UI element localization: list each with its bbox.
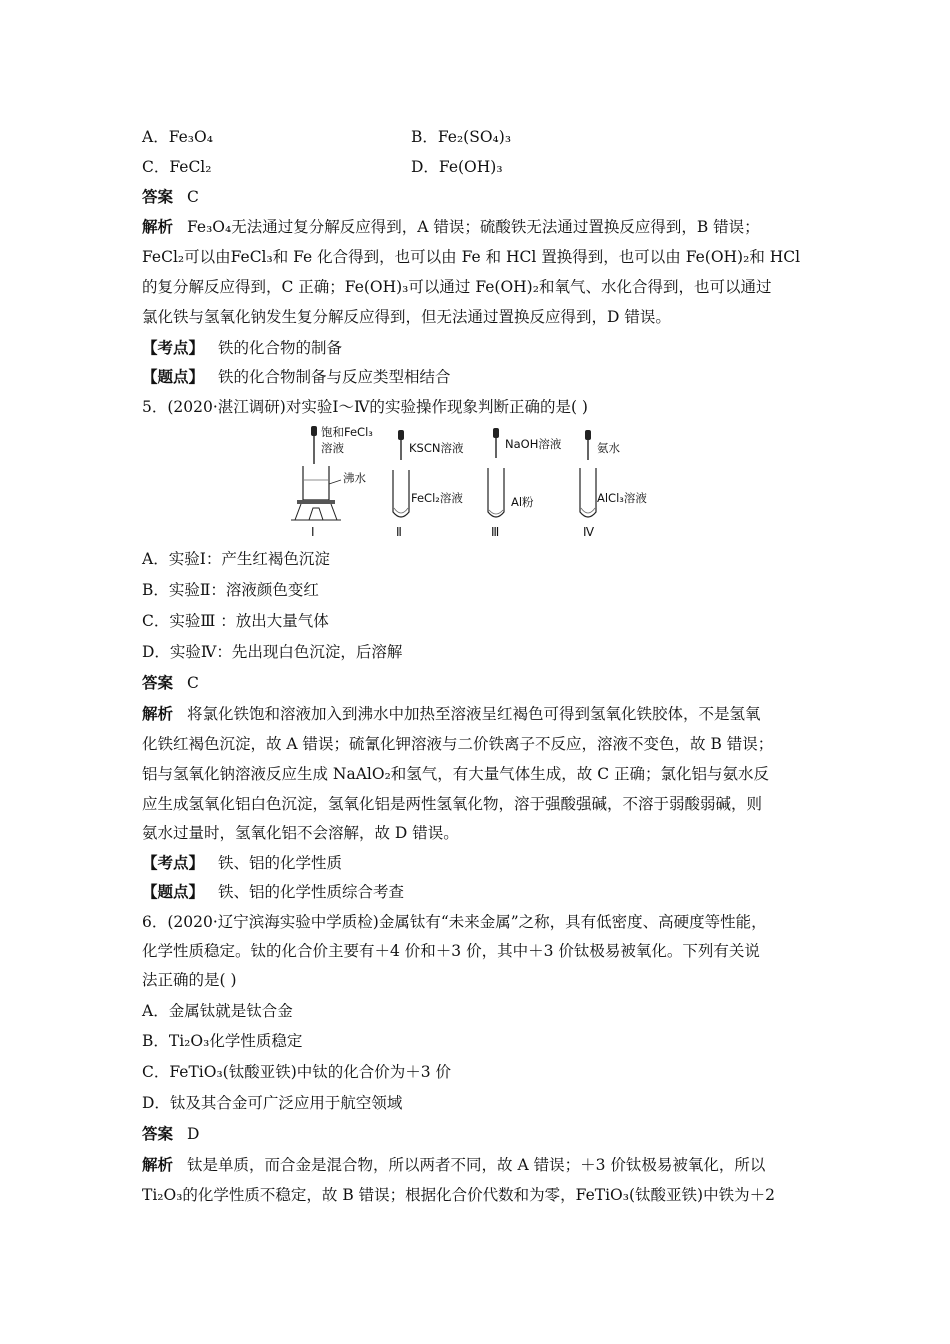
label-leader <box>329 480 341 484</box>
exp2-reagent-label: KSCN溶液 <box>409 441 464 455</box>
analysis-label: 解析 <box>142 217 174 236</box>
q5-answer <box>142 672 199 694</box>
q6-stem-line: 6．(2020·辽宁滨海实验中学质检)金属钛有“未来金属”之称，具有低密度、高硬度等性能， <box>142 913 767 931</box>
stand-leg <box>295 504 301 520</box>
q5-option-d: D．实验Ⅳ：先出现白色沉淀，后溶解 <box>142 643 403 661</box>
exp4-tube-label: AlCl₃溶液 <box>597 491 647 505</box>
exp1-apparatus <box>291 425 373 539</box>
q6-analysis-line: Ti₂O₃的化学性质不稳定，故 B 错误；根据化合价代数和为零，FeTiO₃(钛酸亚铁)中铁为＋2 <box>142 1186 775 1204</box>
q6-option-c: C．FeTiO₃(钛酸亚铁)中钛的化合价为＋3 价 <box>142 1063 452 1081</box>
q5-analysis-line: 氨水过量时，氢氧化铝不会溶解，故 D 错误。 <box>142 824 459 842</box>
kaodian-label: 【考点】 <box>142 853 205 872</box>
q6-stem-line: 法正确的是( ) <box>142 971 237 989</box>
liquid <box>581 508 595 513</box>
exp3-numeral: Ⅲ <box>491 525 500 539</box>
q6-option-a: A．金属钛就是钛合金 <box>142 1002 293 1020</box>
exp4-numeral: Ⅳ <box>583 525 595 539</box>
tidian-label: 【题点】 <box>142 882 205 901</box>
answer-value: D <box>187 1125 200 1143</box>
q5-option-a: A．实验Ⅰ：产生红褐色沉淀 <box>142 550 330 568</box>
q5-option-c: C．实验Ⅲ ：放出大量气体 <box>142 612 329 630</box>
q4-option-d: D．Fe(OH)₃ <box>411 158 503 176</box>
dropper-bulb <box>311 426 317 436</box>
q4-tidian <box>142 366 451 388</box>
liquid <box>394 508 408 513</box>
q6-option-d: D．钛及其合金可广泛应用于航空领域 <box>142 1094 403 1112</box>
q4-analysis-line: 的复分解反应得到，C 正确；Fe(OH)₃可以通过 Fe(OH)₂和氧气、水化合得到，也可以通过 <box>142 278 772 296</box>
dropper-bulb <box>585 430 591 440</box>
test-tube <box>488 468 504 517</box>
alcohol-burner <box>309 508 323 520</box>
q5-tidian <box>142 881 404 903</box>
exp2-tube-label: FeCl₂溶液 <box>411 491 463 505</box>
q5-kaodian <box>142 852 342 874</box>
tidian-label: 【题点】 <box>142 367 205 386</box>
exp1-reagent-label-1: 饱和FeCl₃ <box>321 425 373 439</box>
answer-value: C <box>187 188 199 206</box>
dropper-bulb <box>398 430 404 440</box>
powder <box>489 510 503 514</box>
q5-analysis-line <box>142 703 761 725</box>
analysis-text: 钛是单质，而合金是混合物，所以两者不同，故 A 错误；＋3 价钛极易被氧化，所以 <box>187 1156 766 1174</box>
exp2-apparatus <box>393 430 464 539</box>
q5-analysis-line: 铝与氢氧化钠溶液反应生成 NaAlO₂和氢气，有大量气体生成，故 C 正确；氯化铝与氨水反 <box>142 765 770 783</box>
exp4-apparatus <box>580 430 647 539</box>
q4-option-b: B．Fe₂(SO₄)₃ <box>411 128 512 146</box>
q4-analysis-line: FeCl₂可以由FeCl₃和 Fe 化合得到，也可以由 Fe 和 HCl 置换得到，也可以由 Fe(OH)₂和 HCl <box>142 248 801 266</box>
kaodian-text: 铁的化合物的制备 <box>218 339 343 357</box>
q6-option-b: B．Ti₂O₃化学性质稳定 <box>142 1032 303 1050</box>
stand-leg <box>331 504 337 520</box>
answer-label: 答案 <box>142 673 174 692</box>
q6-answer <box>142 1123 199 1145</box>
analysis-label: 解析 <box>142 1155 174 1174</box>
q5-experiment-figure <box>285 422 665 540</box>
q5-analysis-line: 化铁红褐色沉淀，故 A 错误；硫氰化钾溶液与二价铁离子不反应，溶液不变色，故 B 错误； <box>142 735 774 753</box>
q4-analysis-line: 氯化铁与氢氧化钠发生复分解反应得到，但无法通过置换反应得到，D 错误。 <box>142 308 671 326</box>
kaodian-text: 铁、铝的化学性质 <box>218 854 343 872</box>
exp1-reagent-label-2: 溶液 <box>321 441 344 455</box>
q4-kaodian <box>142 337 342 359</box>
q4-answer <box>142 186 199 208</box>
dropper-bulb <box>493 428 499 438</box>
answer-label: 答案 <box>142 187 174 206</box>
q5-analysis-line: 应生成氢氧化铝白色沉淀，氢氧化铝是两性氢氧化物，溶于强酸强碱，不溶于弱酸弱碱，则 <box>142 795 763 813</box>
exp3-tube-label: Al粉 <box>511 495 534 509</box>
analysis-label: 解析 <box>142 704 174 723</box>
exp3-reagent-label: NaOH溶液 <box>505 437 562 451</box>
analysis-text: Fe₃O₄无法通过复分解反应得到，A 错误；硫酸铁无法通过置换反应得到，B 错误； <box>187 218 760 236</box>
exp2-numeral: Ⅱ <box>396 525 402 539</box>
q4-option-c: C．FeCl₂ <box>142 158 212 176</box>
q6-analysis-line <box>142 1154 765 1176</box>
q6-stem-line: 化学性质稳定。钛的化合价主要有＋4 价和＋3 价，其中＋3 价钛极易被氧化。下列有关说 <box>142 942 760 960</box>
tidian-text: 铁的化合物制备与反应类型相结合 <box>218 368 451 386</box>
answer-label: 答案 <box>142 1124 174 1143</box>
exp1-numeral: Ⅰ <box>311 525 315 539</box>
exp4-reagent-label: 氨水 <box>597 441 620 455</box>
analysis-text: 将氯化铁饱和溶液加入到沸水中加热至溶液呈红褐色可得到氢氧化铁胶体，不是氢氧 <box>187 705 761 723</box>
q5-option-b: B．实验Ⅱ：溶液颜色变红 <box>142 581 319 599</box>
q4-analysis-line <box>142 216 760 238</box>
kaodian-label: 【考点】 <box>142 338 205 357</box>
q5-stem: 5．(2020·湛江调研)对实验Ⅰ～Ⅳ的实验操作现象判断正确的是( ) <box>142 398 588 416</box>
tidian-text: 铁、铝的化学性质综合考查 <box>218 883 405 901</box>
q4-option-a: A．Fe₃O₄ <box>142 128 213 146</box>
wire-gauze <box>297 500 335 504</box>
exp3-apparatus <box>488 428 562 539</box>
exp1-beaker-label: 沸水 <box>343 471 366 485</box>
answer-value: C <box>187 674 199 692</box>
